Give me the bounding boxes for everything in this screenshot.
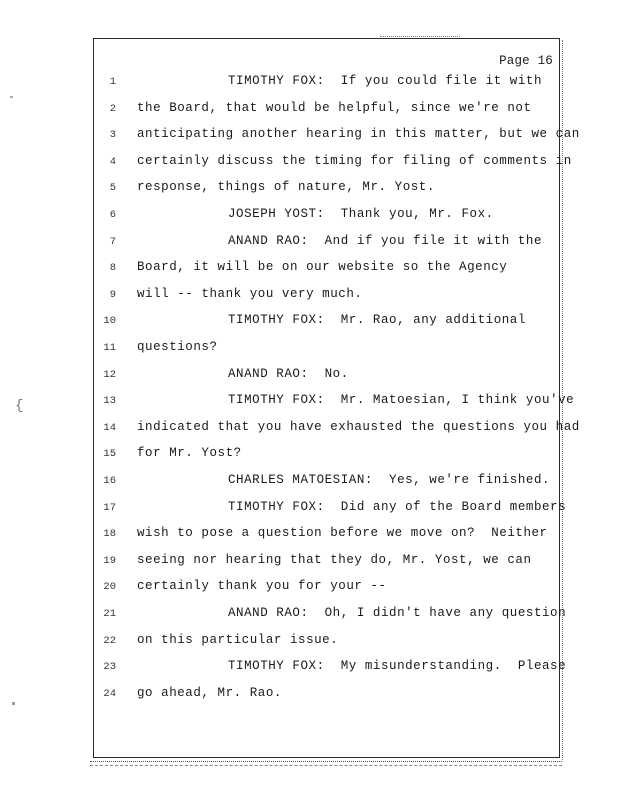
transcript-line [0, 287, 618, 307]
transcript-line [0, 260, 618, 280]
transcript-line [0, 74, 618, 94]
line-number: 14 [103, 421, 116, 434]
line-text: wish to pose a question before we move on? Neither [137, 526, 548, 541]
line-text: ANAND RAO: Oh, I didn't have any question [228, 606, 567, 620]
line-text: indicated that you have exhausted the questions you had [137, 419, 580, 434]
line-number: 4 [109, 155, 116, 168]
line-number: 22 [103, 634, 116, 647]
line-number: 24 [103, 687, 116, 700]
transcript-line [0, 420, 618, 440]
line-number: 1 [109, 76, 116, 88]
line-text: for Mr. Yost? [137, 446, 242, 461]
line-text: questions? [137, 340, 218, 354]
transcript-line [0, 553, 618, 573]
transcript-line [0, 234, 618, 254]
line-text: will -- thank you very much. [137, 286, 363, 301]
line-number: 8 [109, 262, 116, 275]
line-number: 21 [103, 608, 116, 620]
line-text: seeing nor hearing that they do, Mr. Yost, we can [137, 552, 532, 567]
transcript-line [0, 446, 618, 466]
line-number: 7 [109, 235, 116, 248]
transcript-line [0, 633, 618, 653]
line-number: 6 [109, 209, 116, 221]
line-number: 17 [103, 501, 116, 514]
line-text: anticipating another hearing in this matter, but we can [137, 127, 580, 142]
transcript-line [0, 606, 618, 626]
line-number: 3 [109, 129, 116, 142]
line-number: 5 [109, 182, 116, 195]
line-number: 18 [103, 528, 116, 541]
line-text: TIMOTHY FOX: If you could file it with [228, 74, 542, 88]
transcript-line [0, 393, 618, 413]
line-number: 12 [103, 368, 116, 381]
line-text: TIMOTHY FOX: My misunderstanding. Please [228, 659, 567, 674]
transcript-line [0, 101, 618, 121]
line-text: go ahead, Mr. Rao. [137, 685, 282, 700]
line-number: 9 [109, 288, 116, 301]
line-text: ANAND RAO: And if you file it with the [228, 233, 542, 248]
line-text: the Board, that would be helpful, since we're not [137, 100, 532, 115]
line-number: 15 [103, 448, 116, 461]
transcript-line [0, 500, 618, 520]
line-number: 19 [103, 554, 116, 567]
transcript-line [0, 207, 618, 227]
line-number: 13 [103, 395, 116, 408]
line-number: 23 [103, 661, 116, 674]
line-text: certainly discuss the timing for filing of comments in [137, 153, 572, 168]
margin-bracket-mark: { [15, 398, 24, 414]
transcript-line [0, 659, 618, 679]
transcript-line [0, 367, 618, 387]
transcript-line [0, 579, 618, 599]
transcript-line [0, 313, 618, 333]
line-number: 16 [103, 475, 116, 487]
line-text: on this particular issue. [137, 632, 339, 647]
line-text: Board, it will be on our website so the Agency [137, 260, 508, 275]
line-number: 2 [109, 102, 116, 115]
line-text: JOSEPH YOST: Thank you, Mr. Fox. [228, 207, 494, 221]
line-number: 10 [103, 315, 116, 328]
line-text: response, things of nature, Mr. Yost. [137, 180, 435, 195]
line-text: certainly thank you for your -- [137, 579, 387, 594]
transcript-line [0, 526, 618, 546]
line-text: ANAND RAO: No. [228, 366, 349, 381]
transcript-line [0, 340, 618, 360]
transcript-line [0, 473, 618, 493]
line-text: TIMOTHY FOX: Mr. Rao, any additional [228, 313, 526, 328]
line-number: 11 [103, 342, 116, 354]
transcript-line [0, 127, 618, 147]
line-text: TIMOTHY FOX: Did any of the Board members [228, 499, 567, 514]
line-number: 20 [103, 581, 116, 594]
transcript-line [0, 154, 618, 174]
line-text: TIMOTHY FOX: Mr. Matoesian, I think you've [228, 393, 575, 408]
page-number: Page 16 [499, 54, 553, 68]
transcript-line [0, 686, 618, 706]
transcript-line [0, 180, 618, 200]
line-text: CHARLES MATOESIAN: Yes, we're finished. [228, 473, 551, 487]
